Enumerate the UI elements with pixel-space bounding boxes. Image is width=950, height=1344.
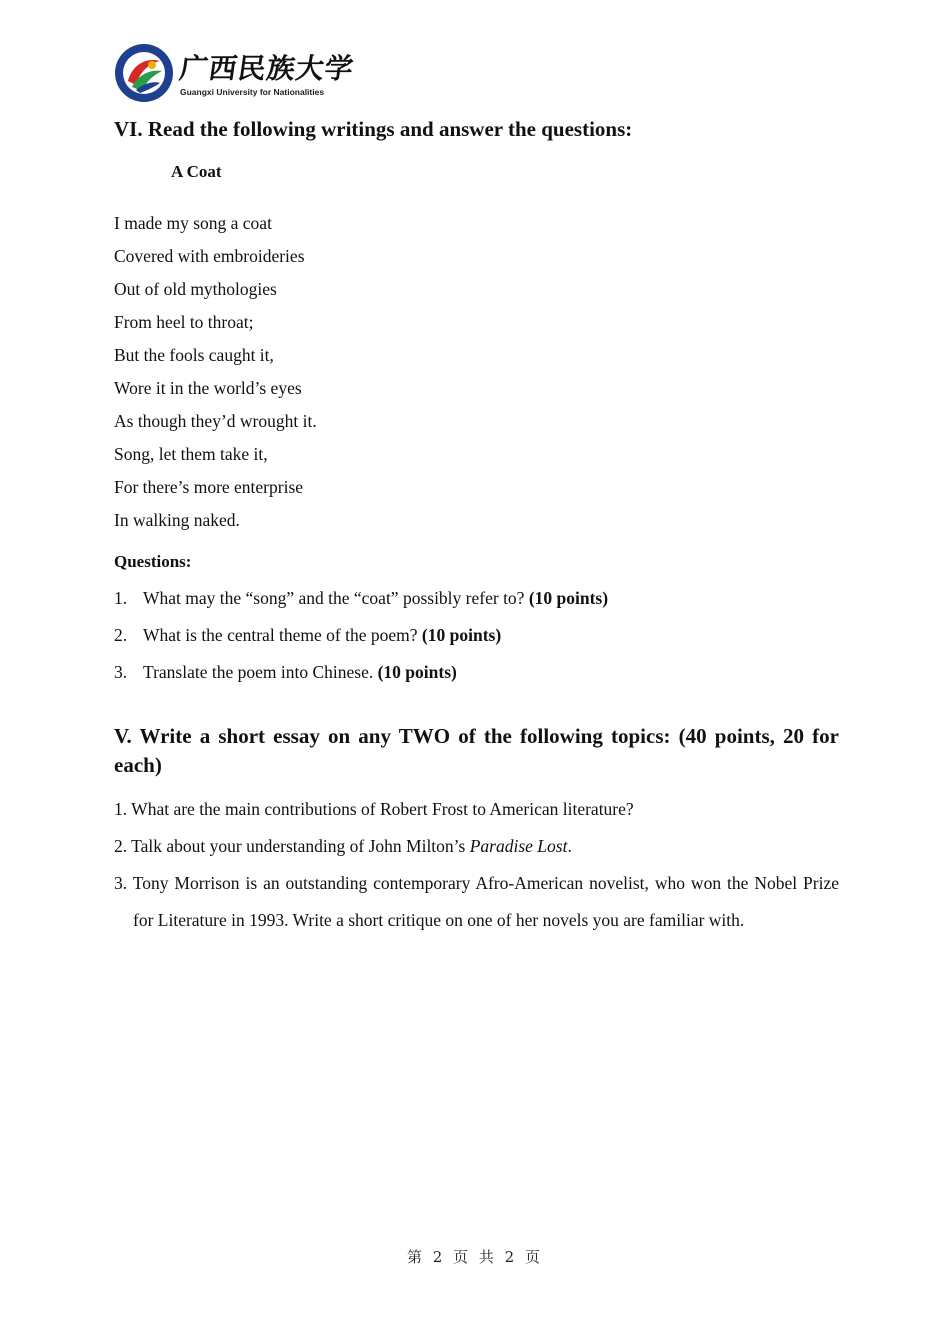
section-vi-heading: VI. Read the following writings and answer the questions:	[114, 117, 633, 141]
poem-line: Covered with embroideries	[114, 246, 305, 266]
poem-line: In walking naked.	[114, 510, 240, 530]
question-text: Translate the poem into Chinese.	[143, 662, 378, 682]
poem-title: A Coat	[171, 162, 222, 181]
question-item	[114, 580, 608, 617]
essay-topic-text: 1. What are the main contributions of Robert Frost to American literature?	[114, 799, 634, 819]
question-number: 2.	[114, 625, 128, 645]
essay-topic-text-part: .	[567, 836, 572, 856]
essay-topic-item	[114, 865, 839, 939]
essay-topic-text-part: 2. Talk about your understanding of John Milton’s	[114, 836, 470, 856]
question-text: What may the “song” and the “coat” possibly refer to?	[143, 588, 529, 608]
book-title: Paradise Lost	[469, 836, 568, 856]
poem-line: Song, let them take it,	[114, 444, 268, 464]
university-seal-icon	[114, 43, 174, 103]
question-number: 1.	[114, 588, 128, 608]
question-points: (10 points)	[377, 662, 457, 682]
question-item	[114, 617, 608, 654]
poem-line: From heel to throat;	[114, 312, 254, 332]
poem-line: Out of old mythologies	[114, 279, 277, 299]
question-text: What is the central theme of the poem?	[143, 625, 422, 645]
question-number: 3.	[114, 662, 128, 682]
poem-body	[114, 207, 317, 537]
poem-line: Wore it in the world’s eyes	[114, 378, 302, 398]
page-number-footer: 第 2 页 共 2 页	[407, 1248, 543, 1266]
university-name-en: Guangxi University for Nationalities	[180, 87, 325, 97]
question-points: (10 points)	[528, 588, 609, 608]
essay-topic-item	[114, 791, 839, 828]
essay-topic-list	[114, 791, 839, 939]
poem-line: For there’s more enterprise	[114, 477, 304, 497]
essay-topic-text	[114, 836, 572, 856]
seal-gold-dot	[148, 61, 156, 69]
essay-topic-item	[114, 828, 839, 865]
university-logo	[114, 43, 357, 105]
poem-line: But the fools caught it,	[114, 345, 274, 365]
question-item	[114, 654, 608, 691]
question-list	[114, 580, 608, 691]
poem-line: As though they’d wrought it.	[114, 411, 317, 431]
questions-label: Questions:	[114, 552, 192, 571]
university-name-cn: 广西民族大学	[177, 52, 357, 85]
question-points: (10 points)	[421, 625, 502, 645]
essay-topic-text: 3. Tony Morrison is an outstanding contemporary Afro-American novelist, who won the Nobel Prize for Literature in 1993. Write a short critique on one of her novels you are familiar with.	[114, 873, 839, 930]
poem-line: I made my song a coat	[114, 213, 272, 233]
section-v-heading: V. Write a short essay on any TWO of the following topics: (40 points, 20 for each)	[114, 724, 839, 777]
